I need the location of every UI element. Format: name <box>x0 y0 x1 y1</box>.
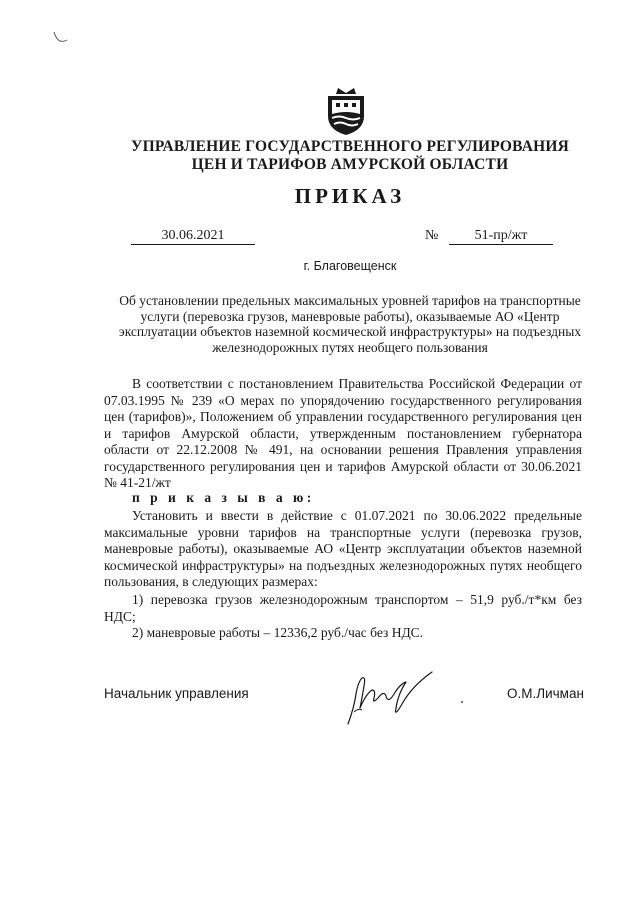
coat-of-arms-icon <box>322 86 370 136</box>
agency-line-2: ЦЕН И ТАРИФОВ АМУРСКОЙ ОБЛАСТИ <box>191 156 509 173</box>
preamble-paragraph: В соответствии с постановлением Правительства Российской Федерации от 07.03.1995 № 239 «О мерах по упорядочению государственного регулирования цен (тарифов)», Положением об управлении государственного регулирования цен и тарифов Амурской области, утвержденным постановлением губернатора области от 22.12.2008 № 491, на основании решения Правления управления государственного регулирования цен и тарифов Амурской области от 30.06.2021 № 41-21/жт <box>104 376 582 490</box>
handwritten-signature <box>336 664 446 730</box>
signatory-role: Начальник управления <box>104 686 249 701</box>
main-paragraph: Установить и ввести в действие с 01.07.2021 по 30.06.2022 предельные максимальные уровни тарифов на транспортные услуги (перевозка грузов, маневровые работы), оказываемые АО «Центр эксплуатации объектов наземной космической инфраструктуры» на подъездных железнодорожных путях необщего пользования, в следующих размерах: <box>104 508 582 589</box>
city: г. Благовещенск <box>303 259 397 273</box>
order-subject: Об установлении предельных максимальных уровней тарифов на транспортные услуги (перевозка грузов, маневровые работы), оказываемые АО «Центр эксплуатации объектов наземной космической инфраструктуры» на подъездных железнодорожных путях необщего пользования <box>118 293 582 355</box>
number-sign: № <box>425 228 439 243</box>
document-type: ПРИКАЗ <box>294 184 406 208</box>
signature-dot <box>461 701 463 703</box>
tariff-item-2: 2) маневровые работы – 12336,2 руб./час без НДС. <box>132 625 424 640</box>
agency-name <box>60 138 640 174</box>
tariff-item-1: 1) перевозка грузов железнодорожным транспортом – 51,9 руб./т*км без НДС; <box>104 592 582 624</box>
order-date: 30.06.2021 <box>131 227 255 245</box>
order-number: 51-пр/жт <box>449 227 553 245</box>
order-word: п р и к а з ы в а ю: <box>132 490 315 505</box>
agency-line-1: УПРАВЛЕНИЕ ГОСУДАРСТВЕННОГО РЕГУЛИРОВАНИЯ <box>131 138 569 155</box>
margin-pen-mark <box>52 30 72 44</box>
signatory-name: О.М.Личман <box>507 686 584 701</box>
